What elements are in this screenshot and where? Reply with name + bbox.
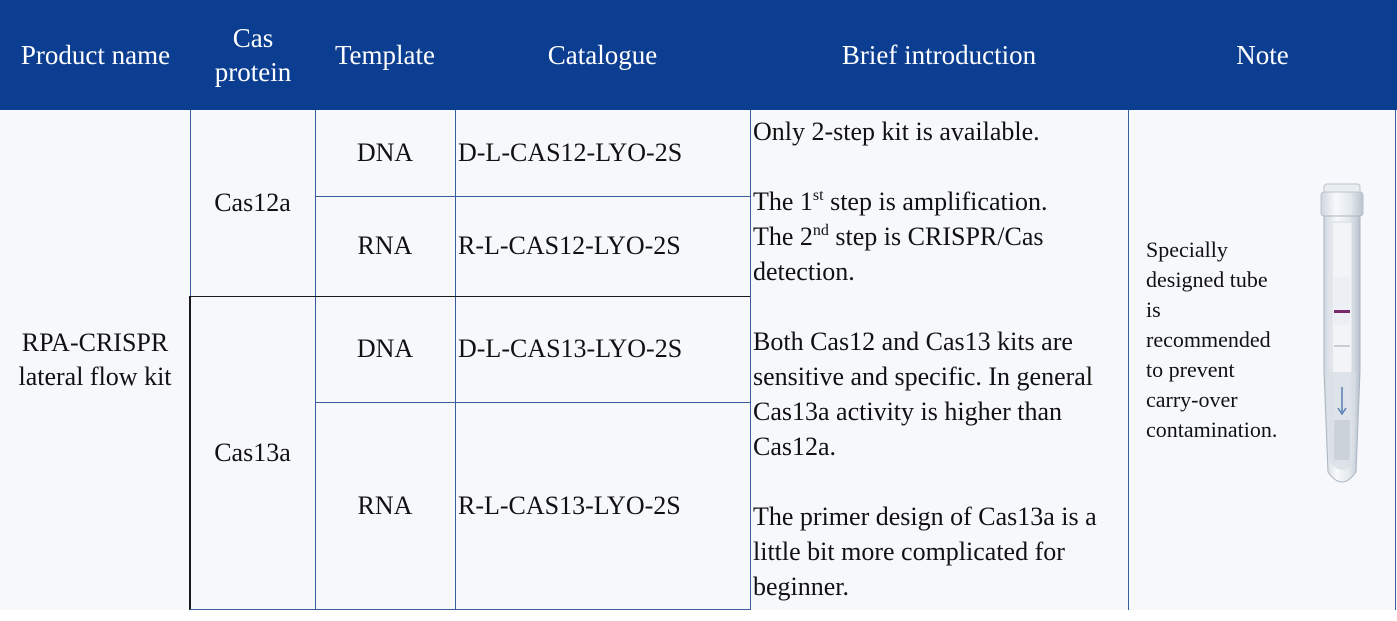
lateral-flow-tube-icon (1318, 182, 1374, 492)
grid-line (190, 609, 751, 610)
note-text: Specially designed tube is recommended to prevent carry-over contamination. (1146, 237, 1278, 442)
product-name-cell (0, 110, 190, 610)
header-product-name: Product name (20, 40, 171, 70)
catalogue-cell: D-L-CAS12-LYO-2S (458, 138, 683, 167)
header-note: Note (1236, 40, 1289, 70)
catalogue-cell: R-L-CAS13-LYO-2S (458, 490, 681, 520)
header-brief-introduction: Brief introduction (841, 40, 1037, 70)
template-cell: RNA (357, 490, 413, 520)
product-name-line2: lateral flow kit (18, 362, 172, 391)
intro-line: Only 2-step kit is available. (753, 117, 1040, 146)
header-template: Template (334, 40, 436, 70)
template-cell: RNA (357, 231, 413, 260)
cas12a-cell: Cas12a (214, 188, 291, 217)
header-catalogue: Catalogue (547, 40, 658, 70)
template-cell: DNA (356, 138, 414, 167)
intro-step1: The 1st step is amplification. (753, 187, 1048, 216)
product-name-line1: RPA-CRISPR (21, 328, 169, 357)
grid-line (750, 110, 751, 610)
brief-introduction-text (753, 114, 1129, 604)
intro-step2: The 2nd step is CRISPR/Cas detection. (753, 222, 1044, 286)
catalogue-cell: D-L-CAS13-LYO-2S (458, 334, 683, 363)
catalogue-cell: R-L-CAS12-LYO-2S (458, 231, 681, 260)
grid-line (1395, 110, 1396, 610)
template-cell: DNA (356, 334, 414, 363)
header-cas-protein: Cas protein (214, 23, 292, 87)
intro-paragraph: Both Cas12 and Cas13 kits are sensitive and specific. In general Cas13a activity is higher than Cas12a. (753, 327, 1094, 461)
intro-paragraph: The primer design of Cas13a is a little bit more complicated for beginner. (753, 502, 1097, 601)
cas13a-cell: Cas13a (214, 437, 291, 467)
